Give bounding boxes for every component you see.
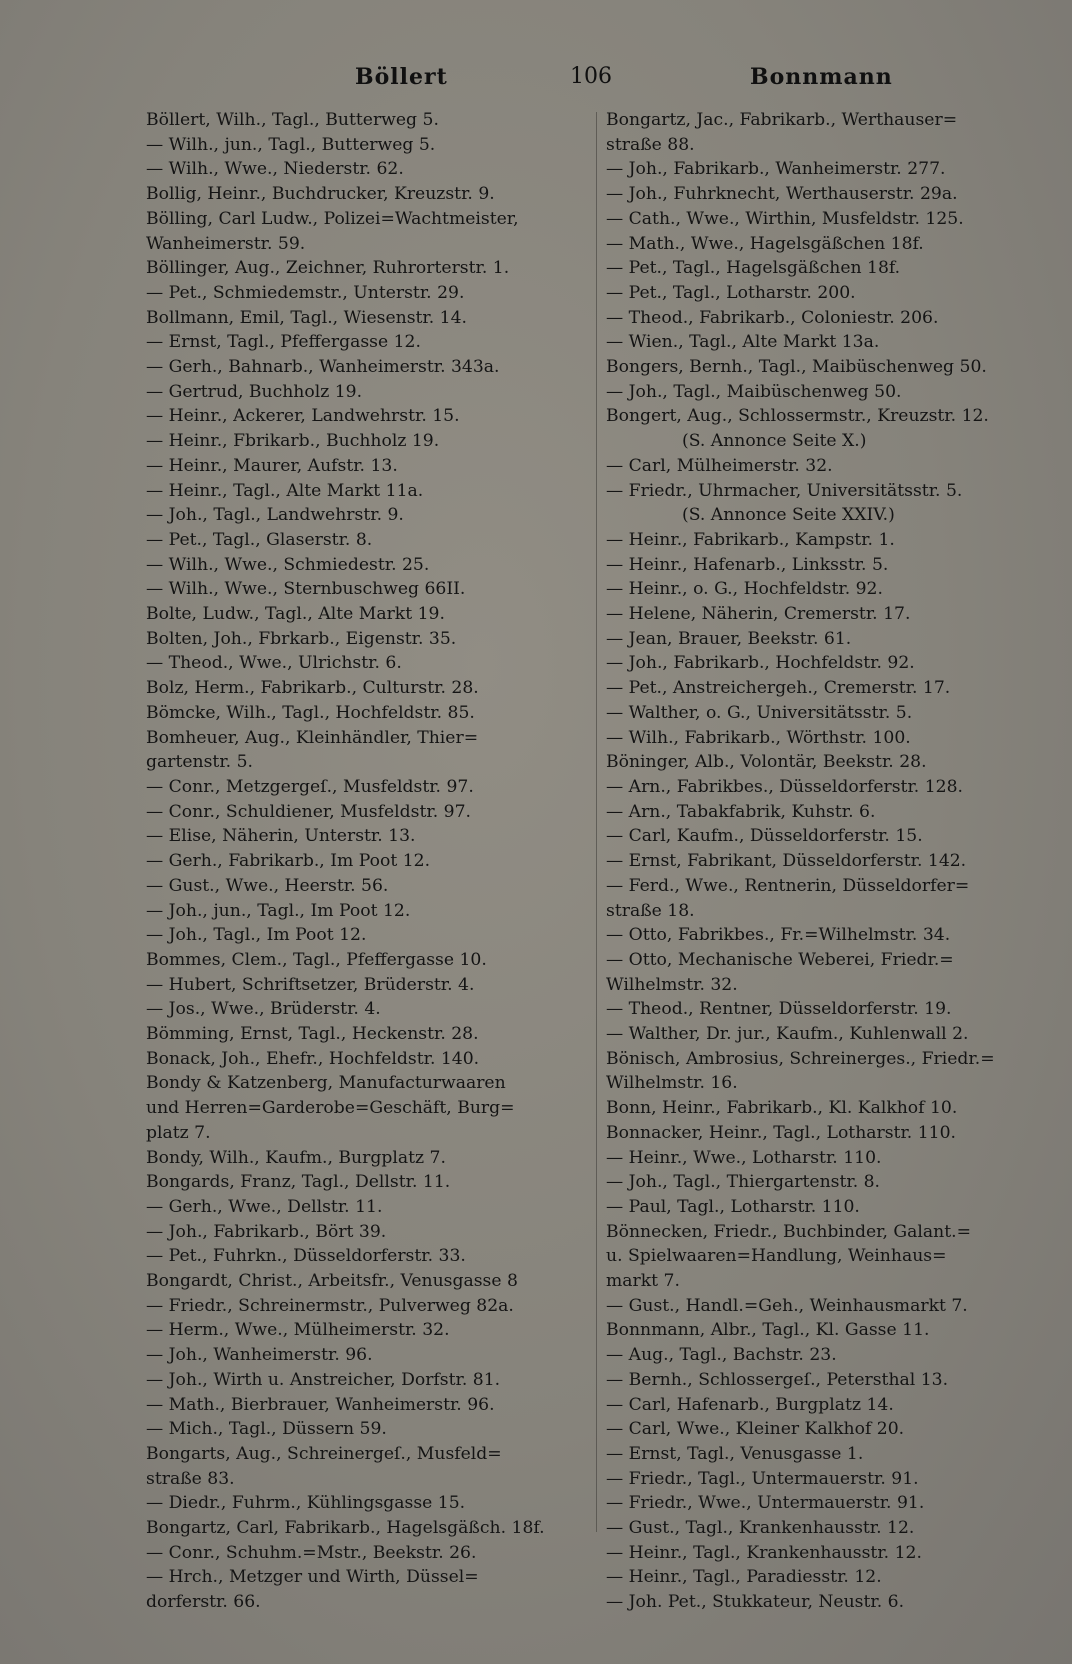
directory-entry-line: Bollmann, Emil, Tagl., Wiesenstr. 14. — [146, 307, 468, 328]
directory-entry-line: gartenstr. 5. — [146, 752, 253, 773]
directory-entry-line: — Arn., Tabakfabrik, Kuhstr. 6. — [606, 801, 876, 822]
directory-entry-line: — Gerh., Bahnarb., Wanheimerstr. 343a. — [146, 357, 500, 378]
directory-entry-line: Bondy & Katzenberg, Manufacturwaaren — [146, 1073, 506, 1094]
directory-entry-line: — Theod., Rentner, Düsseldorferstr. 19. — [606, 999, 952, 1020]
directory-entry-line: (S. Annonce Seite X.) — [682, 431, 867, 452]
directory-entry-line: — Helene, Näherin, Cremerstr. 17. — [606, 604, 911, 625]
directory-entry-line: — Heinr., Tagl., Paradiesstr. 12. — [606, 1567, 882, 1588]
directory-entry-line: Bonack, Joh., Ehefr., Hochfeldstr. 140. — [146, 1048, 480, 1069]
directory-entry-line: — Joh., Tagl., Landwehrstr. 9. — [146, 505, 404, 526]
directory-entry-line: — Wilh., jun., Tagl., Butterweg 5. — [146, 134, 436, 155]
directory-entry-line: markt 7. — [606, 1271, 680, 1292]
directory-entry-line: Bongartz, Jac., Fabrikarb., Werthauser= — [606, 110, 958, 130]
directory-entry-line: Bongartz, Carl, Fabrikarb., Hagelsgäßch. 18f. — [146, 1518, 545, 1539]
directory-entry-line: — Wilh., Wwe., Schmiedestr. 25. — [146, 554, 430, 575]
directory-entry-line: Bonn, Heinr., Fabrikarb., Kl. Kalkhof 10. — [606, 1098, 958, 1119]
directory-entry-line: — Heinr., o. G., Hochfeldstr. 92. — [606, 579, 883, 600]
directory-entry-line: — Joh., Wanheimerstr. 96. — [146, 1345, 373, 1366]
directory-entry-line: — Wilh., Wwe., Niederstr. 62. — [146, 159, 404, 180]
directory-entry-line: — Herm., Wwe., Mülheimerstr. 32. — [146, 1320, 450, 1341]
directory-entry-line: — Carl, Kaufm., Düsseldorferstr. 15. — [606, 826, 923, 847]
directory-entry-line: — Pet., Fuhrkn., Düsseldorferstr. 33. — [146, 1246, 466, 1267]
directory-entry-line: und Herren=Garderobe=Geschäft, Burg= — [146, 1098, 515, 1119]
directory-entry-line: Bongarts, Aug., Schreinergeſ., Musfeld= — [146, 1443, 502, 1464]
directory-entry-line: — Joh., Fabrikarb., Bört 39. — [146, 1221, 387, 1242]
directory-entry-line: — Gust., Handl.=Geh., Weinhausmarkt 7. — [606, 1295, 968, 1316]
directory-entry-line: — Jean, Brauer, Beekstr. 61. — [606, 628, 852, 649]
directory-entry-line: — Gust., Tagl., Krankenhausstr. 12. — [606, 1518, 915, 1539]
directory-entry-line: — Gerh., Wwe., Dellstr. 11. — [146, 1196, 383, 1217]
directory-entry-line: — Joh. Pet., Stukkateur, Neustr. 6. — [606, 1592, 905, 1613]
directory-entry-line: Bönnecken, Friedr., Buchbinder, Galant.= — [606, 1221, 971, 1242]
directory-entry-line: — Walther, Dr. jur., Kaufm., Kuhlenwall 2. — [606, 1024, 969, 1045]
directory-entry-line: Bongardt, Christ., Arbeitsfr., Venusgasse 8 — [146, 1271, 518, 1292]
directory-entry-line: — Aug., Tagl., Bachstr. 23. — [606, 1345, 837, 1366]
directory-entry-line: Bondy, Wilh., Kaufm., Burgplatz 7. — [146, 1147, 446, 1168]
directory-entry-line: — Heinr., Fabrikarb., Kampstr. 1. — [606, 529, 895, 550]
directory-entry-line: — Wilh., Fabrikarb., Wörthstr. 100. — [606, 727, 911, 748]
directory-entry-line: — Ferd., Wwe., Rentnerin, Düsseldorfer= — [606, 875, 970, 896]
directory-entry-line: — Heinr., Hafenarb., Linksstr. 5. — [606, 554, 889, 575]
directory-entry-line: — Pet., Tagl., Lotharstr. 200. — [606, 282, 856, 303]
directory-entry-line: — Joh., jun., Tagl., Im Poot 12. — [146, 900, 411, 921]
directory-entry-line: — Heinr., Wwe., Lotharstr. 110. — [606, 1147, 882, 1168]
directory-entry-line: — Wien., Tagl., Alte Markt 13a. — [606, 332, 880, 353]
directory-entry-line: — Hubert, Schriftsetzer, Brüderstr. 4. — [146, 974, 475, 995]
directory-entry-line: — Heinr., Fbrikarb., Buchholz 19. — [146, 431, 440, 452]
header-last-entry: Bonnmann — [750, 64, 893, 90]
right-column — [606, 108, 1042, 1615]
directory-entry-line: — Joh., Tagl., Im Poot 12. — [146, 925, 367, 946]
directory-entry-line: — Jos., Wwe., Brüderstr. 4. — [146, 999, 381, 1020]
directory-entry-line: Bolten, Joh., Fbrkarb., Eigenstr. 35. — [146, 628, 457, 649]
directory-entry-line: — Joh., Tagl., Thiergartenstr. 8. — [606, 1172, 881, 1193]
directory-entry-line: — Otto, Fabrikbes., Fr.=Wilhelmstr. 34. — [606, 925, 951, 946]
directory-entry-line: Wanheimerstr. 59. — [146, 233, 306, 254]
directory-entry-line: Bongert, Aug., Schlossermstr., Kreuzstr. 12. — [606, 406, 989, 427]
directory-entry-line: — Carl, Mülheimerstr. 32. — [606, 455, 833, 476]
directory-entry-line: Bolz, Herm., Fabrikarb., Culturstr. 28. — [146, 678, 479, 699]
directory-entry-line: — Pet., Tagl., Glaserstr. 8. — [146, 529, 373, 550]
directory-entry-line: — Gerh., Fabrikarb., Im Poot 12. — [146, 851, 431, 872]
directory-entry-line: (S. Annonce Seite XXIV.) — [682, 505, 895, 526]
directory-entry-line: — Heinr., Tagl., Alte Markt 11a. — [146, 480, 424, 501]
directory-entry-line: — Friedr., Wwe., Untermauerstr. 91. — [606, 1493, 925, 1514]
header-first-entry: Böllert — [355, 64, 448, 90]
directory-entry-line: Böllinger, Aug., Zeichner, Ruhrorterstr. 1. — [146, 258, 510, 279]
directory-entry-line: — Heinr., Tagl., Krankenhausstr. 12. — [606, 1542, 922, 1563]
directory-entry-line: — Joh., Wirth u. Anstreicher, Dorfstr. 81. — [146, 1369, 501, 1390]
directory-entry-line: Bongards, Franz, Tagl., Dellstr. 11. — [146, 1172, 451, 1193]
directory-entry-line: — Joh., Fabrikarb., Hochfeldstr. 92. — [606, 653, 915, 674]
directory-entry-line: — Carl, Hafenarb., Burgplatz 14. — [606, 1394, 894, 1415]
directory-entry-line: Bönisch, Ambrosius, Schreinerges., Friedr.= — [606, 1048, 995, 1069]
directory-entry-line: — Bernh., Schlossergeſ., Petersthal 13. — [606, 1369, 949, 1390]
directory-entry-line: platz 7. — [146, 1122, 211, 1143]
directory-entry-line: — Pet., Tagl., Hagelsgäßchen 18f. — [606, 258, 901, 279]
directory-entry-line: — Ernst, Tagl., Venusgasse 1. — [606, 1443, 864, 1464]
directory-entry-line: — Ernst, Tagl., Pfeffergasse 12. — [146, 332, 421, 353]
directory-entry-line: — Heinr., Maurer, Aufstr. 13. — [146, 455, 398, 476]
directory-entry-line: — Walther, o. G., Universitätsstr. 5. — [606, 702, 913, 723]
directory-entry-line: — Arn., Fabrikbes., Düsseldorferstr. 128. — [606, 776, 963, 797]
directory-entry-line: Bommes, Clem., Tagl., Pfeffergasse 10. — [146, 949, 487, 970]
directory-entry-line: — Heinr., Ackerer, Landwehrstr. 15. — [146, 406, 460, 427]
directory-entry-line: straße 18. — [606, 900, 695, 921]
directory-entry-line: Bongers, Bernh., Tagl., Maibüschenweg 50. — [606, 357, 987, 378]
directory-entry-line: Bömming, Ernst, Tagl., Heckenstr. 28. — [146, 1024, 479, 1045]
directory-entry-line: Bolte, Ludw., Tagl., Alte Markt 19. — [146, 604, 445, 625]
directory-entry-line: straße 83. — [146, 1468, 235, 1489]
directory-entry-line: — Joh., Fabrikarb., Wanheimerstr. 277. — [606, 159, 946, 180]
directory-entry-line: Wilhelmstr. 32. — [606, 974, 738, 995]
directory-entry-line: — Conr., Schuhm.=Mstr., Beekstr. 26. — [146, 1542, 477, 1563]
directory-entry-line: — Joh., Tagl., Maibüschenweg 50. — [606, 381, 902, 402]
directory-entry-line: — Paul, Tagl., Lotharstr. 110. — [606, 1196, 860, 1217]
directory-entry-line: — Carl, Wwe., Kleiner Kalkhof 20. — [606, 1419, 905, 1440]
directory-entry-line: Bomheuer, Aug., Kleinhändler, Thier= — [146, 727, 479, 748]
directory-entry-line: — Wilh., Wwe., Sternbuschweg 66II. — [146, 579, 466, 600]
directory-entry-line: — Conr., Schuldiener, Musfeldstr. 97. — [146, 801, 471, 822]
directory-entry-line: — Pet., Schmiedemstr., Unterstr. 29. — [146, 282, 465, 303]
directory-entry-line: — Pet., Anstreichergeh., Cremerstr. 17. — [606, 678, 951, 699]
directory-entry-line: — Math., Wwe., Hagelsgäßchen 18f. — [606, 233, 924, 254]
directory-entry-line: — Math., Bierbrauer, Wanheimerstr. 96. — [146, 1394, 495, 1415]
directory-entry-line: Bonnacker, Heinr., Tagl., Lotharstr. 110. — [606, 1122, 956, 1143]
directory-entry-line: — Theod., Fabrikarb., Coloniestr. 206. — [606, 307, 939, 328]
directory-entry-line: dorferstr. 66. — [146, 1592, 261, 1613]
directory-entry-line: Bölling, Carl Ludw., Polizei=Wachtmeister, — [146, 208, 519, 229]
page-header — [140, 64, 910, 100]
left-column — [146, 108, 596, 1615]
directory-entry-line: u. Spielwaaren=Handlung, Weinhaus= — [606, 1246, 947, 1267]
page-number: 106 — [570, 64, 612, 89]
directory-entry-line: — Theod., Wwe., Ulrichstr. 6. — [146, 653, 402, 674]
directory-entry-line: Bonnmann, Albr., Tagl., Kl. Gasse 11. — [606, 1320, 930, 1341]
directory-entry-line: — Hrch., Metzger und Wirth, Düssel= — [146, 1567, 479, 1588]
directory-entry-line: Wilhelmstr. 16. — [606, 1073, 738, 1094]
directory-entry-line: — Mich., Tagl., Düssern 59. — [146, 1419, 387, 1440]
directory-entry-line: — Joh., Fuhrknecht, Werthauserstr. 29a. — [606, 184, 958, 205]
directory-entry-line: — Elise, Näherin, Unterstr. 13. — [146, 826, 416, 847]
directory-entry-line: — Friedr., Uhrmacher, Universitätsstr. 5. — [606, 480, 963, 501]
directory-entry-line: — Cath., Wwe., Wirthin, Musfeldstr. 125. — [606, 208, 964, 229]
directory-entry-line: — Ernst, Fabrikant, Düsseldorferstr. 142. — [606, 851, 967, 872]
directory-entry-line: — Friedr., Schreinermstr., Pulverweg 82a. — [146, 1295, 514, 1316]
directory-entry-line: — Diedr., Fuhrm., Kühlingsgasse 15. — [146, 1493, 466, 1514]
directory-entry-line: — Gust., Wwe., Heerstr. 56. — [146, 875, 389, 896]
directory-entry-line: — Gertrud, Buchholz 19. — [146, 381, 363, 402]
directory-entry-line: — Friedr., Tagl., Untermauerstr. 91. — [606, 1468, 919, 1489]
directory-entry-line: Bollig, Heinr., Buchdrucker, Kreuzstr. 9. — [146, 184, 495, 205]
directory-entry-line: straße 88. — [606, 134, 695, 155]
directory-entry-line: Bömcke, Wilh., Tagl., Hochfeldstr. 85. — [146, 702, 475, 723]
directory-entry-line: — Otto, Mechanische Weberei, Friedr.= — [606, 949, 954, 970]
directory-entry-line: Böllert, Wilh., Tagl., Butterweg 5. — [146, 110, 439, 130]
directory-entry-line: — Conr., Metzgergeſ., Musfeldstr. 97. — [146, 776, 474, 797]
directory-entry-line: Böninger, Alb., Volontär, Beekstr. 28. — [606, 752, 927, 773]
column-divider — [596, 112, 597, 1532]
